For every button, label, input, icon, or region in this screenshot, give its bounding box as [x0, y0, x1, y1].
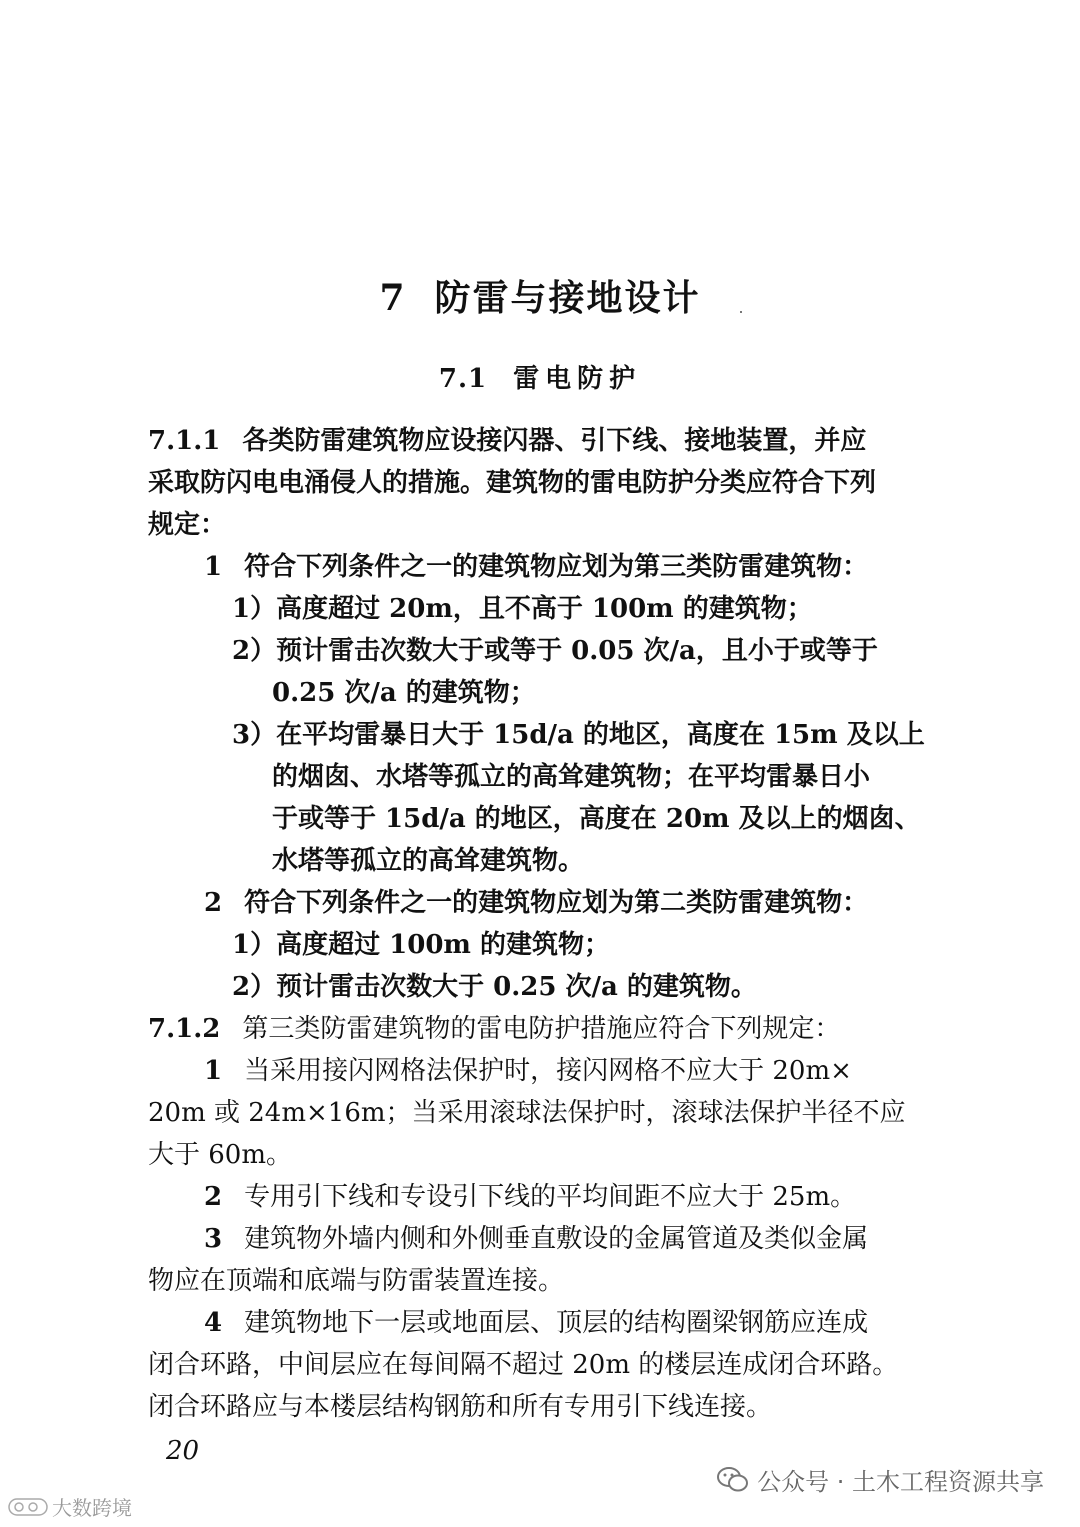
sub-item-2-2 [232, 970, 757, 1004]
item-number: 2 [204, 888, 223, 918]
wechat-watermark [717, 1462, 1044, 1497]
sub-item-1-3-cont-2: 于或等于 15d/a 的地区，高度在 20m 及以上的烟囱、 [272, 804, 921, 834]
section-title-text: 雷电防护 [513, 364, 642, 394]
clause-7-1-2-item-4-cont-2: 闭合环路应与本楼层结构钢筋和所有专用引下线连接。 [148, 1392, 773, 1422]
sub-text: 预计雷击次数大于或等于 0.05 次/a，且小于或等于 [276, 636, 878, 666]
clause-7-1-2-line [148, 1012, 840, 1046]
sub-item-1-2-cont: 0.25 次/a 的建筑物； [272, 678, 536, 708]
chapter-number: 7 [379, 277, 407, 319]
item-number: 3 [204, 1224, 223, 1254]
clause-7-1-1-line-2: 采取防闪电电涌侵人的措施。建筑物的雷电防护分类应符合下列 [148, 468, 877, 498]
item-text: 符合下列条件之一的建筑物应划为第三类防雷建筑物： [244, 552, 869, 582]
item-number: 1 [204, 1056, 223, 1086]
clause-7-1-2-item-3 [204, 1222, 868, 1256]
clause-7-1-2-item-1-cont-2: 大于 60m。 [148, 1140, 293, 1170]
sub-number: 3） [232, 720, 277, 750]
clause-text: 各类防雷建筑物应设接闪器、引下线、接地装置，并应 [242, 426, 867, 456]
page-number: 20 [166, 1436, 200, 1466]
sub-item-2-1 [232, 928, 610, 962]
left-watermark [8, 1492, 132, 1521]
clause-7-1-2-item-4 [204, 1306, 868, 1340]
sub-number: 2） [232, 636, 277, 666]
sub-text: 在平均雷暴日大于 15d/a 的地区，高度在 15m 及以上 [276, 720, 925, 750]
item-number: 1 [204, 552, 223, 582]
clause-7-1-2-item-1-cont-1: 20m 或 24m×16m；当采用滚球法保护时，滚球法保护半径不应 [148, 1098, 906, 1128]
chapter-title-text: 防雷与接地设计 [434, 277, 701, 319]
clause-number: 7.1.2 [148, 1014, 221, 1044]
clause-7-1-2-item-2 [204, 1180, 856, 1214]
item-2-line [204, 886, 868, 920]
item-text: 建筑物外墙内侧和外侧垂直敷设的金属管道及类似金属 [244, 1224, 869, 1254]
sub-number: 1） [232, 594, 277, 624]
sub-number: 2） [232, 972, 277, 1002]
clause-text: 第三类防雷建筑物的雷电防护措施应符合下列规定： [242, 1014, 841, 1044]
left-watermark-text: 大数跨境 [52, 1496, 132, 1520]
badge-icon [8, 1497, 48, 1517]
section-title [0, 358, 1080, 395]
sub-text: 高度超过 100m 的建筑物； [276, 930, 610, 960]
clause-7-1-1-line-3: 规定： [148, 510, 227, 540]
item-number: 2 [204, 1182, 223, 1212]
item-number: 4 [204, 1308, 223, 1338]
sub-text: 预计雷击次数大于 0.25 次/a 的建筑物。 [276, 972, 757, 1002]
wechat-watermark-text: 公众号 · 土木工程资源共享 [757, 1468, 1044, 1496]
item-text: 符合下列条件之一的建筑物应划为第二类防雷建筑物： [244, 888, 869, 918]
sub-item-1-3-cont-1: 的烟囱、水塔等孤立的高耸建筑物；在平均雷暴日小 [272, 762, 871, 792]
wechat-icon [717, 1467, 749, 1493]
section-number: 7.1 [438, 364, 488, 394]
clause-number: 7.1.1 [148, 426, 221, 456]
sub-number: 1） [232, 930, 277, 960]
sub-item-1-2 [232, 634, 878, 668]
sub-item-1-1 [232, 592, 813, 626]
clause-7-1-1-line-1 [148, 424, 866, 458]
clause-7-1-2-item-1 [204, 1054, 852, 1088]
sub-item-1-3-cont-3: 水塔等孤立的高耸建筑物。 [272, 846, 585, 876]
item-text: 专用引下线和专设引下线的平均间距不应大于 25m。 [244, 1182, 857, 1212]
sub-item-1-3 [232, 718, 925, 752]
item-1-line [204, 550, 868, 584]
clause-7-1-2-item-4-cont-1: 闭合环路，中间层应在每间隔不超过 20m 的楼层连成闭合环路。 [148, 1350, 899, 1380]
item-text: 建筑物地下一层或地面层、顶层的结构圈梁钢筋应连成 [244, 1308, 869, 1338]
sub-text: 高度超过 20m，且不高于 100m 的建筑物； [276, 594, 813, 624]
item-text: 当采用接闪网格法保护时，接闪网格不应大于 20m× [244, 1056, 852, 1086]
clause-7-1-2-item-3-cont: 物应在顶端和底端与防雷装置连接。 [148, 1266, 565, 1296]
chapter-title [0, 270, 1080, 321]
